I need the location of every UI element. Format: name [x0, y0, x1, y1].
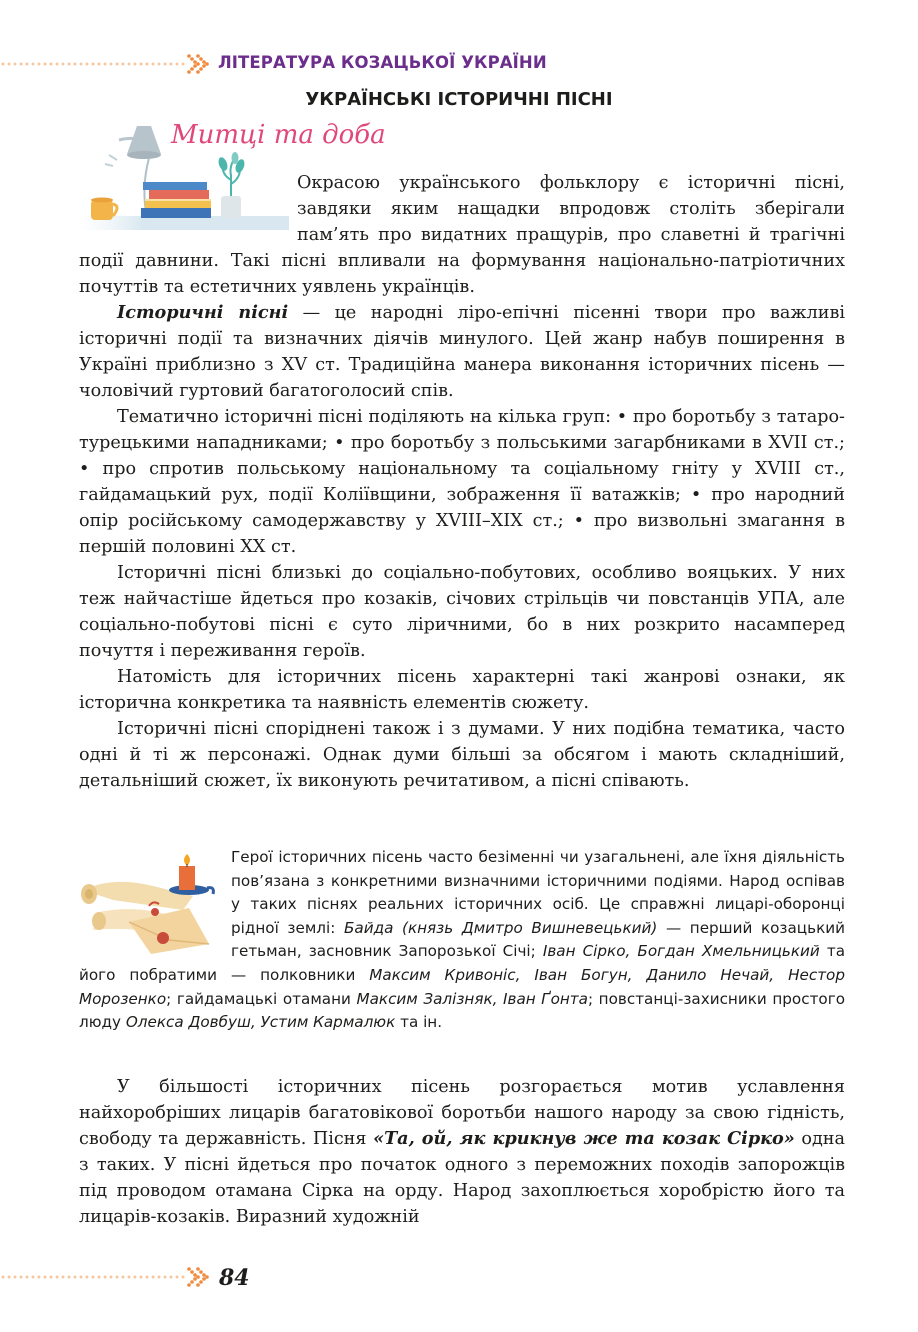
- heroes-rebels: Олекса Довбуш, Устим Кармалюк: [125, 1013, 396, 1032]
- rubric-title: Митці та доба: [171, 120, 386, 150]
- definition-text: — це народні ліро-епічні пісенні твори про важливі історичні події та визначних діячів минулого. Цей жанр набув поширення в Україні приблизно з XV ст. Традиційна манера виконання історичних пісень — чоловічий гуртовий багатоголосий спів.: [79, 303, 846, 401]
- heroes-haidamaky: Максим Залізняк, Іван Ґонта: [356, 989, 588, 1008]
- illustration-space: [79, 170, 297, 248]
- chevron-arrow-icon: [186, 1265, 212, 1289]
- paragraph-comparison-social: Історичні пісні близькі до соціально-побутових, особливо вояцьких. У них теж найчастіше йдеться про козаків, січових стрільців чи повстанців УПА, але соціально-побутові пісні є суто ліричними, бо в них розкрито насамперед почуття і переживання героїв.: [79, 563, 845, 661]
- paragraph-genre-features: Натомість для історичних пісень характерні такі жанрові ознаки, як історична конкретика та наявність елементів сюжету.: [79, 667, 845, 713]
- heroes-note: Герої історичних пісень часто безіменні чи узагальнені, але їхня діяльність пов’язана з конкретними визначними історичними подіями. Народ оспівав у таких піснях реальних історичних осіб. Це справжні лицарі-оборонці рідної землі: Байда (князь Дмитро Вишневецький) — перший козацький гетьман, засновник Запорозької Січі; Іван Сірко, Богдан Хмельницький та його побратими — полковники Максим Кривоніс, Іван Богун, Данило Нечай, Нестор Морозенко; гайдамацькі отамани Максим Залізняк, Іван Ґонта; повстанці-захисники простого люду Олекса Довбуш, Устим Кармалюк та ін.: [79, 848, 846, 1032]
- header-dots: [0, 62, 186, 66]
- song-title: «Та, ой, як крикнув же та козак Сірко»: [373, 1128, 795, 1149]
- paragraph-comparison-dumy: Історичні пісні споріднені також і з думами. У них подібна тематика, часто одні й ті ж персонажі. Однак думи більші за обсягом і мають складніший, детальніший сюжет, їх виконують речитативом, а пісні співають.: [79, 719, 845, 791]
- paragraph-sirko-song: У більшості історичних пісень розгорається мотив уславлення найхоробріших лицарів багатовікової боротьби нашого народу за свою гідність, свободу та державність. Пісня «Та, ой, як крикнув же та козак Сірко» одна з таких. У пісні йдеться про початок одного з переможних походів запорожців під проводом отамана Сірка на орду. Народ захоплюється хоробрістю його та лицарів-козаків. Виразний художній: [79, 1077, 845, 1227]
- hero-baida: Байда (князь Дмитро Вишневецький): [343, 918, 658, 937]
- section-title: ЛІТЕРАТУРА КОЗАЦЬКОЇ УКРАЇНИ: [218, 53, 547, 72]
- note-illustration-space: [79, 846, 231, 963]
- heroes-sirko-khmelnytskyi: Іван Сірко, Богдан Хмельницький: [542, 942, 820, 961]
- chevron-arrow-icon: [186, 52, 212, 76]
- page-number: 84: [219, 1265, 250, 1291]
- term-historical-songs: Історичні пісні: [117, 302, 289, 323]
- footer-dots: [0, 1275, 186, 1279]
- paragraph-themes: Тематично історичні пісні поділяють на кілька груп: • про боротьбу з татаро-турецькими нападниками; • про боротьбу з польськими загарбниками в XVII ст.; • про спротив польському національному та соціальному гніту у XVIII ст., гайдамацький рух, події Коліївщини, зображення її ватажків; • про народний опір російському самодержавству у XVIII–XIX ст.; • про визвольні змагання в першій половині XX ст.: [79, 407, 845, 557]
- bottom-text: [79, 1074, 845, 1230]
- paragraph-definition: [79, 300, 845, 404]
- page-title: УКРАЇНСЬКІ ІСТОРИЧНІ ПІСНІ: [305, 89, 613, 110]
- heroes-colonels: Максим Кривоніс, Іван Богун, Данило Нечай, Нестор Морозенко: [79, 965, 845, 1008]
- paragraph-intro: Окрасою українського фольклору є історичні пісні, завдяки яким нащадки впродовж століть зберігали пам’ять про видатних пращурів, про славетні й трагічні події давнини. Такі пісні впливали на формування національно-патріотичних почуттів та естетичних уявлень українців.: [79, 173, 845, 297]
- main-text: [79, 170, 845, 794]
